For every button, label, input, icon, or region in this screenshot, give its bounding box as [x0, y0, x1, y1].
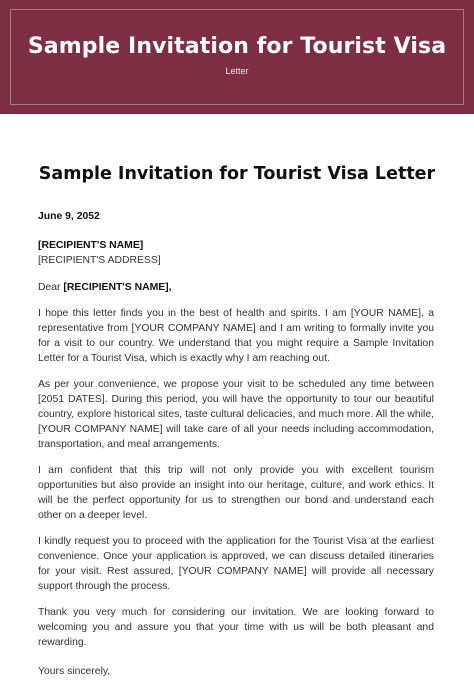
paragraph-3: I am confident that this trip will not only provide you with excellent tourism opportunities but also provide an insight into our heritage, culture, and work ethics. It will be the perfect opportunity for us to strengthen our bond and understand each other on a deeper level.: [38, 465, 434, 521]
letter-body: [38, 209, 434, 690]
paragraph-4: I kindly request you to proceed with the application for the Tourist Visa at the earliest convenience. Once your application is approved, we can discuss detailed itineraries for your visit. Rest assured, [YOUR COMPANY NAME] will provide all necessary support through the process.: [38, 536, 434, 592]
paragraph-2: As per your convenience, we propose your visit to be scheduled any time between [2051 DATES]. During this period, you will have the opportunity to tour our beautiful country, explore historical sites, taste cultural delicacies, and much more. All the while, [YOUR COMPANY NAME] will take care of all your needs including accommodation, transportation, and meal arrangements.: [38, 379, 434, 450]
recipient-name: [RECIPIENT'S NAME]: [38, 240, 144, 251]
banner-subtitle: Letter: [225, 66, 249, 76]
salutation: [38, 280, 434, 295]
salutation-name: [RECIPIENT'S NAME],: [63, 282, 172, 293]
recipient-block: [38, 238, 434, 268]
recipient-address: [RECIPIENT'S ADDRESS]: [38, 255, 161, 266]
letter-date: June 9, 2052: [38, 211, 100, 222]
paragraph-1: I hope this letter finds you in the best of health and spirits. I am [YOUR NAME], a representative from [YOUR COMPANY NAME] and I am writing to formally invite you for a visit to our country. We understand that you might require a Sample Invitation Letter for a Tourist Visa, which is exactly why I am reaching out.: [38, 308, 434, 364]
closing: Yours sincerely,: [38, 666, 111, 677]
paragraph-5: Thank you very much for considering our invitation. We are looking forward to welcoming you and assure you that your time with us will be both pleasant and rewarding.: [38, 607, 434, 648]
document-title: Sample Invitation for Tourist Visa Letter: [38, 164, 436, 184]
salutation-text: Dear: [38, 282, 64, 293]
header-banner: [0, 0, 474, 114]
banner-title: Sample Invitation for Tourist Visa: [27, 34, 447, 59]
